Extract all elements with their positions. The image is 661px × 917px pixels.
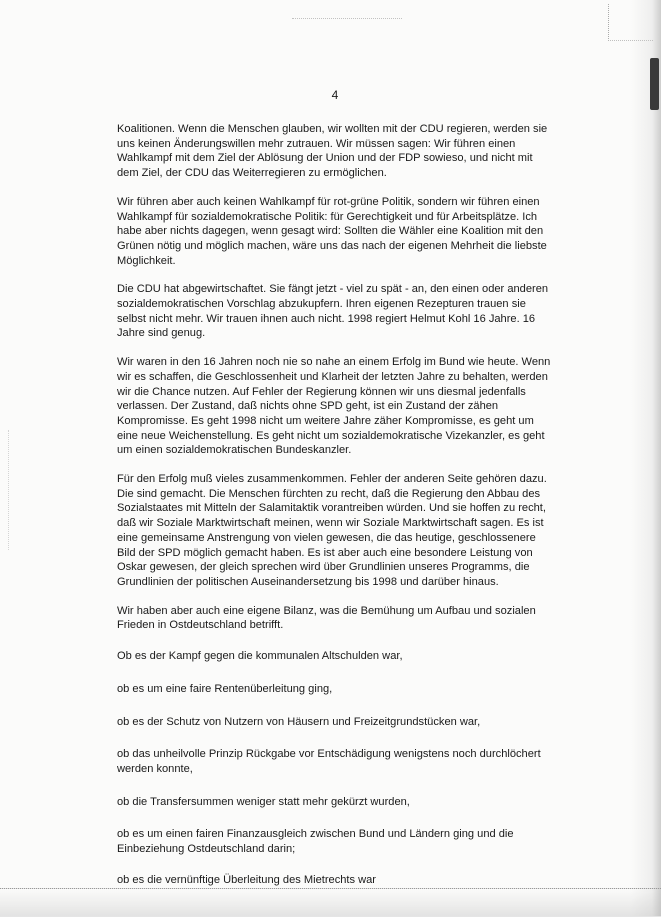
scan-edge-shadow <box>631 0 661 916</box>
paragraph: Wir führen aber auch keinen Wahlkampf für rot-grüne Politik, sondern wir führen einen Wahlkampf für sozialdemokratische Politik: für Gerechtigkeit und für Arbeitsplätze. Ich habe aber nichts dagegen, wenn gesagt wird: Sollten die Wähler eine Koalition mit den Grünen nötig und möglich machen, wäre uns das nach der eigenen Mehrheit die liebste Möglichkeit. <box>117 195 547 267</box>
list-item: ob es die vernünftige Überleitung des Mietrechts war <box>117 873 376 886</box>
paragraph: Wir haben aber auch eine eigene Bilanz, was die Bemühung um Aufbau und sozialen Frieden in Ostdeutschland betrifft. <box>117 604 536 632</box>
list-item: ob es um eine faire Rentenüberleitung ging, <box>117 682 333 695</box>
page-number: 4 <box>331 88 339 102</box>
scan-artifact-left <box>8 430 15 550</box>
list-item: ob es um einen fairen Finanzausgleich zwischen Bund und Ländern ging und die Einbeziehung Ostdeutschland darin; <box>117 828 514 856</box>
paragraph: Wir waren in den 16 Jahren noch nie so nahe an einem Erfolg im Bund wie heute. Wenn wir es schaffen, die Geschlossenheit und Klarheit der letzten Jahre zu behalten, werden wir die Chance nutzen. Auf Fehler der Regierung können wir uns diesmal jedenfalls verlassen. Der Zustand, daß nichts ohne SPD geht, ist ein Zustand der zähen Kompromisse. Es geht 1998 nicht um weitere Jahre zäher Kompromisse, es geht um eine neue Weichenstellung. Es geht nicht um sozialdemokratische Vizekanzler, es geht um einen sozialdemokratischen Bundeskanzler. <box>117 356 551 457</box>
list-item: ob das unheilvolle Prinzip Rückgabe vor Entschädigung wenigstens noch durchlöchert werden konnte, <box>117 748 541 775</box>
binder-clip-mark <box>650 58 659 110</box>
scan-artifact-top <box>292 18 402 20</box>
paragraph: Koalitionen. Wenn die Menschen glauben, wir wollten mit der CDU regieren, werden sie uns keinen Änderungswillen mehr zutrauen. Wir müssen sagen: Wir führen einen Wahlkampf mit dem Ziel der Ablösung der Union und der FDP sowieso, und nicht mit dem Ziel, der CDU das Weiterregieren zu ermöglichen. <box>117 123 548 180</box>
scan-bottom-edge <box>0 888 661 917</box>
list-item: ob es der Schutz von Nutzern von Häusern und Freizeitgrundstücken war, <box>117 715 481 728</box>
list-item: Ob es der Kampf gegen die kommunalen Altschulden war, <box>117 650 403 663</box>
paragraph: Die CDU hat abgewirtschaftet. Sie fängt jetzt - viel zu spät - an, den einen oder anderen sozialdemokratischen Vorschlag abzukupfern. Ihren eigenen Rezepturen trauen sie selbst nicht mehr. Wir trauen ihnen auch nicht. 1998 regiert Helmut Kohl 16 Jahre. 16 Jahre sind genug. <box>117 283 549 340</box>
document-body <box>117 122 552 887</box>
paragraph: Für den Erfolg muß vieles zusammenkommen. Fehler der anderen Seite gehören dazu. Die sind gemacht. Die Menschen fürchten zu recht, daß die Regierung den Abbau des Sozialstaates mit Mitteln der Salamitaktik vorantreiben würden. Und sie hoffen zu recht, daß wir Soziale Marktwirtschaft meinen, wenn wir Soziale Marktwirtschaft sagen. Es ist eine gemeinsame Anstrengung von vielen gewesen, die das heutige, geschlossenere Bild der SPD möglich gemacht haben. Es ist aber auch eine besondere Leistung von Oskar gewesen, der gleich sprechen wird über Grundlinien unseres Programms, die Grundlinien der politischen Auseinandersetzung bis 1998 und darüber hinaus. <box>117 473 547 588</box>
list-item: ob die Transfersummen weniger statt mehr gekürzt wurden, <box>117 795 410 808</box>
